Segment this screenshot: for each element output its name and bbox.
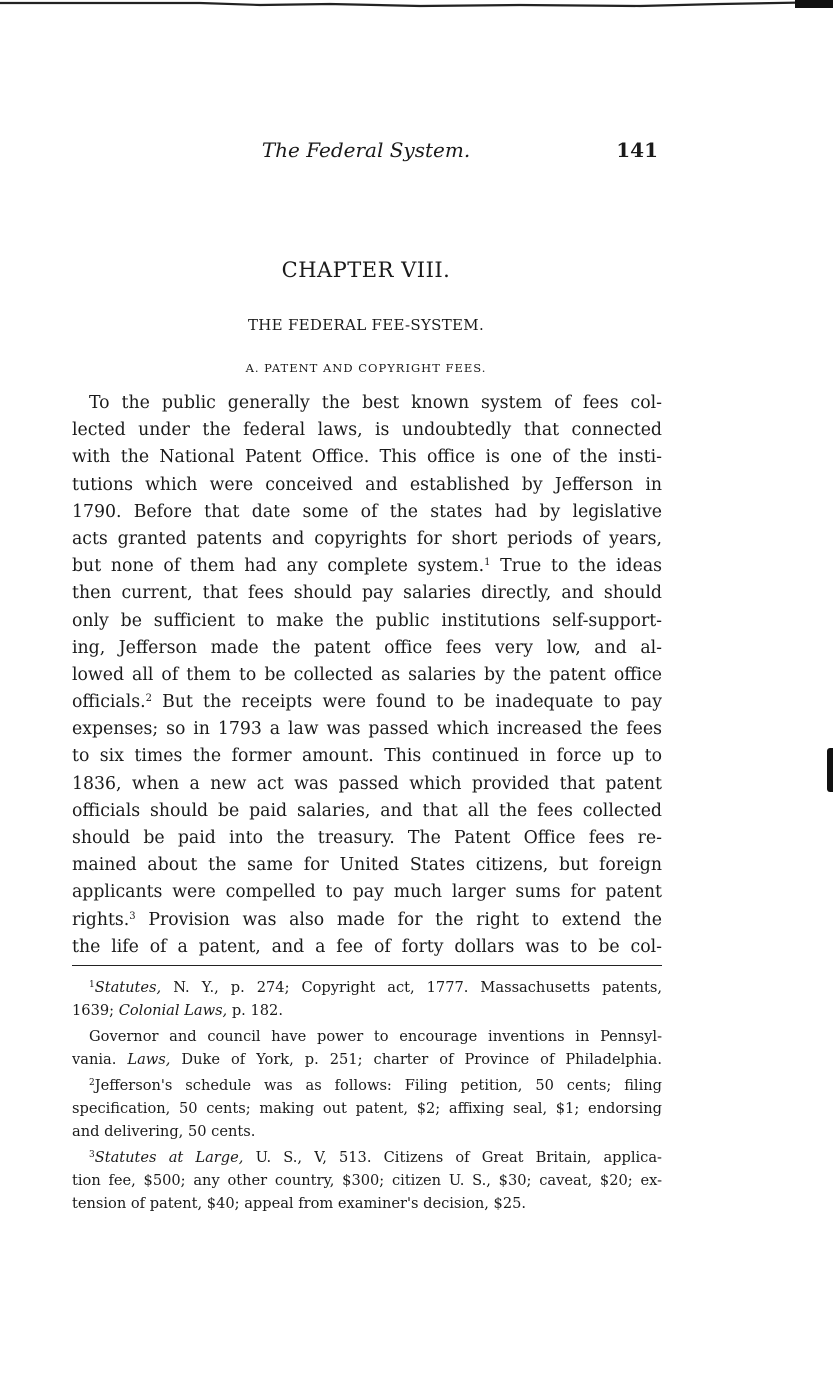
footnote-ref[interactable]: 3 [129, 910, 136, 922]
text-line: the life of a patent, and a fee of forty dollars was to be col- [72, 936, 662, 957]
body-text [72, 390, 662, 961]
text-segment: officials. [72, 692, 146, 713]
footnote-2 [72, 1074, 662, 1143]
running-header [70, 138, 662, 168]
text-line: expenses; so in 1793 a law was passed which increased the fees [72, 719, 662, 740]
footnote-line: tension of patent, $40; appeal from examiner's decision, $25. [72, 1195, 527, 1212]
footnote-marker: 3 [89, 1150, 95, 1160]
text-line: lowed all of them to be collected as salaries by the patent office [72, 664, 662, 685]
text-line: mained about the same for United States citizens, but foreign [72, 855, 662, 876]
citation-title: Statutes at Large, [94, 1149, 244, 1166]
text-line: with the National Patent Office. This office is one of the insti- [72, 447, 662, 468]
footnote-marker: 2 [89, 1078, 95, 1088]
text-segment: 1639; [72, 1002, 115, 1019]
footnote-3 [72, 1146, 662, 1215]
chapter-label: CHAPTER VIII. [281, 258, 451, 282]
text-segment: But the receipts were found to be inadequate to pay [162, 692, 662, 713]
page-number: 141 [616, 138, 658, 162]
text-line: ing, Jefferson made the patent office fees very low, and al- [72, 637, 662, 658]
footnote-line: Governor and council have power to encourage inventions in Pennsyl- [89, 1028, 662, 1045]
footnote-line [72, 1048, 662, 1071]
text-segment: but none of them had any complete system. [72, 556, 485, 577]
text-line: acts granted patents and copyrights for short periods of years, [72, 528, 662, 549]
text-line: 1836, when a new act was passed which provided that patent [72, 773, 662, 794]
footnotes [72, 976, 662, 1218]
text-segment: Duke of York, p. 251; charter of Province of Philadelphia. [181, 1051, 662, 1068]
footnote-1-continued [72, 1025, 662, 1071]
citation-title: Colonial Laws, [118, 1002, 228, 1019]
footnote-divider [72, 965, 662, 966]
running-title: The Federal System. [261, 138, 471, 162]
chapter-title: THE FEDERAL FEE-SYSTEM. [247, 316, 485, 334]
footnote-line: tion fee, $500; any other country, $300; citizen U. S., $30; caveat, $20; ex- [72, 1172, 662, 1189]
text-line: To the public generally the best known system of fees col- [89, 393, 662, 413]
footnote-line: and delivering, 50 cents. [72, 1123, 256, 1140]
text-line: only be sufficient to make the public institutions self-support- [72, 610, 662, 631]
text-segment: U. S., V, 513. Citizens of Great Britain, applica- [255, 1149, 662, 1166]
text-segment: N. Y., p. 274; Copyright act, 1777. Massachusetts patents, [173, 979, 662, 996]
footnote-line [72, 999, 662, 1022]
footnote-marker: 1 [89, 980, 95, 990]
footnote-ref[interactable]: 2 [145, 693, 152, 705]
text-line: to six times the former amount. This continued in force up to [72, 746, 662, 767]
footnote-line [72, 1146, 662, 1169]
footnote-ref[interactable]: 1 [484, 557, 491, 569]
scan-edge-mark [827, 748, 833, 792]
text-segment: vania. [72, 1051, 117, 1068]
footnote-line [72, 976, 662, 999]
text-line: then current, that fees should pay salaries directly, and should [72, 583, 662, 604]
footnote-line: specification, 50 cents; making out patent, $2; affixing seal, $1; endorsing [72, 1100, 662, 1117]
text-segment: True to the ideas [500, 556, 662, 577]
text-segment: Provision was also made for the right to extend the [148, 909, 662, 930]
text-line: 1790. Before that date some of the states had by legislative [72, 501, 662, 522]
text-line: applicants were compelled to pay much larger sums for patent [72, 882, 662, 903]
text-line [72, 907, 662, 934]
footnote-line [72, 1074, 662, 1097]
text-line [72, 689, 662, 716]
citation-title: Statutes, [94, 979, 162, 996]
text-segment: Jefferson's schedule was as follows: Filing petition, 50 cents; filing [94, 1077, 662, 1094]
page-top-edge [0, 0, 833, 10]
text-line [72, 553, 662, 580]
text-line: officials should be paid salaries, and that all the fees collected [72, 800, 662, 821]
text-segment: rights. [72, 909, 130, 930]
footnote-1 [72, 976, 662, 1022]
section-heading: A. PATENT AND COPYRIGHT FEES. [245, 361, 487, 375]
text-segment: p. 182. [231, 1002, 283, 1019]
text-line: tutions which were conceived and established by Jefferson in [72, 474, 662, 495]
text-line: should be paid into the treasury. The Patent Office fees re- [72, 828, 662, 848]
text-line: lected under the federal laws, is undoubtedly that connected [72, 420, 662, 441]
citation-title: Laws, [127, 1051, 171, 1068]
